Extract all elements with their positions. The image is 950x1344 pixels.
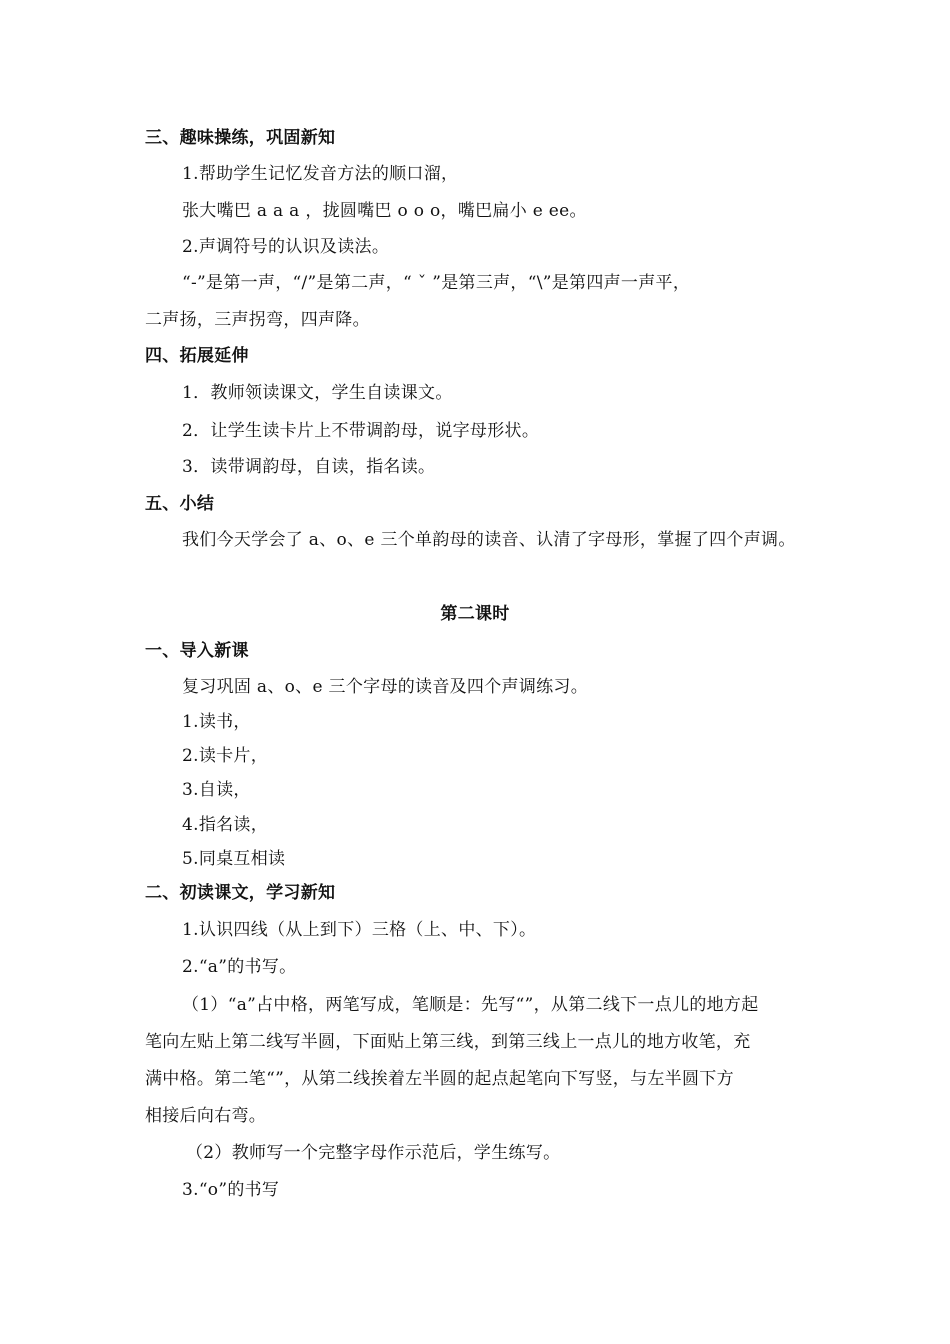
- list-item: 3.自读，: [182, 780, 251, 800]
- list-item: 5.同桌互相读: [182, 849, 286, 869]
- list-item: 4.指名读，: [182, 815, 269, 835]
- section-heading-4: 四、拓展延伸: [145, 346, 249, 366]
- paragraph-line: 二声扬，三声拐弯，四声降。: [145, 310, 370, 330]
- list-item: 2.读卡片，: [182, 746, 269, 766]
- paragraph-line: 张大嘴巴 a a a ，拢圆嘴巴 o o o，嘴巴扁小 e ee。: [182, 201, 587, 221]
- section-heading-3: 三、趣味操练，巩固新知: [145, 128, 336, 148]
- paragraph-line: 2.“a”的书写。: [182, 957, 297, 977]
- section-heading-lesson2-2: 二、初读课文，学习新知: [145, 883, 336, 903]
- paragraph-line: 复习巩固 a、o、e 三个字母的读音及四个声调练习。: [182, 677, 589, 697]
- paragraph-line: “-”是第一声，“/”是第二声，“ ˇ ”是第三声，“\”是第四声一声平，: [182, 273, 691, 293]
- paragraph-line: 2．让学生读卡片上不带调韵母，说字母形状。: [182, 421, 540, 441]
- paragraph-line: 相接后向右弯。: [145, 1106, 267, 1126]
- lesson-title: 第二课时: [440, 604, 510, 624]
- section-heading-lesson2-1: 一、导入新课: [145, 641, 249, 661]
- paragraph-line: 1.认识四线（从上到下）三格（上、中、下）。: [182, 920, 537, 940]
- paragraph-line: 满中格。第二笔“”，从第二线挨着左半圆的起点起笔向下写竖，与左半圆下方: [145, 1069, 734, 1089]
- paragraph-line: 1．教师领读课文，学生自读课文。: [182, 383, 453, 403]
- section-heading-5: 五、小结: [145, 494, 215, 514]
- paragraph-line: 3．读带调韵母，自读，指名读。: [182, 457, 436, 477]
- list-item: 1.读书，: [182, 712, 251, 732]
- paragraph-line: 3.“o”的书写: [182, 1180, 280, 1200]
- paragraph-line: 我们今天学会了 a、o、e 三个单韵母的读音、认清了字母形，掌握了四个声调。: [182, 530, 796, 550]
- paragraph-line: 2.声调符号的认识及读法。: [182, 237, 390, 257]
- paragraph-line: 笔向左贴上第二线写半圆，下面贴上第三线，到第三线上一点儿的地方收笔，充: [145, 1032, 751, 1052]
- paragraph-line: （2）教师写一个完整字母作示范后，学生练写。: [186, 1143, 561, 1163]
- paragraph-line: 1.帮助学生记忆发音方法的顺口溜，: [182, 164, 459, 184]
- paragraph-line: （1）“a”占中格，两笔写成，笔顺是：先写“”，从第二线下一点儿的地方起: [182, 995, 759, 1015]
